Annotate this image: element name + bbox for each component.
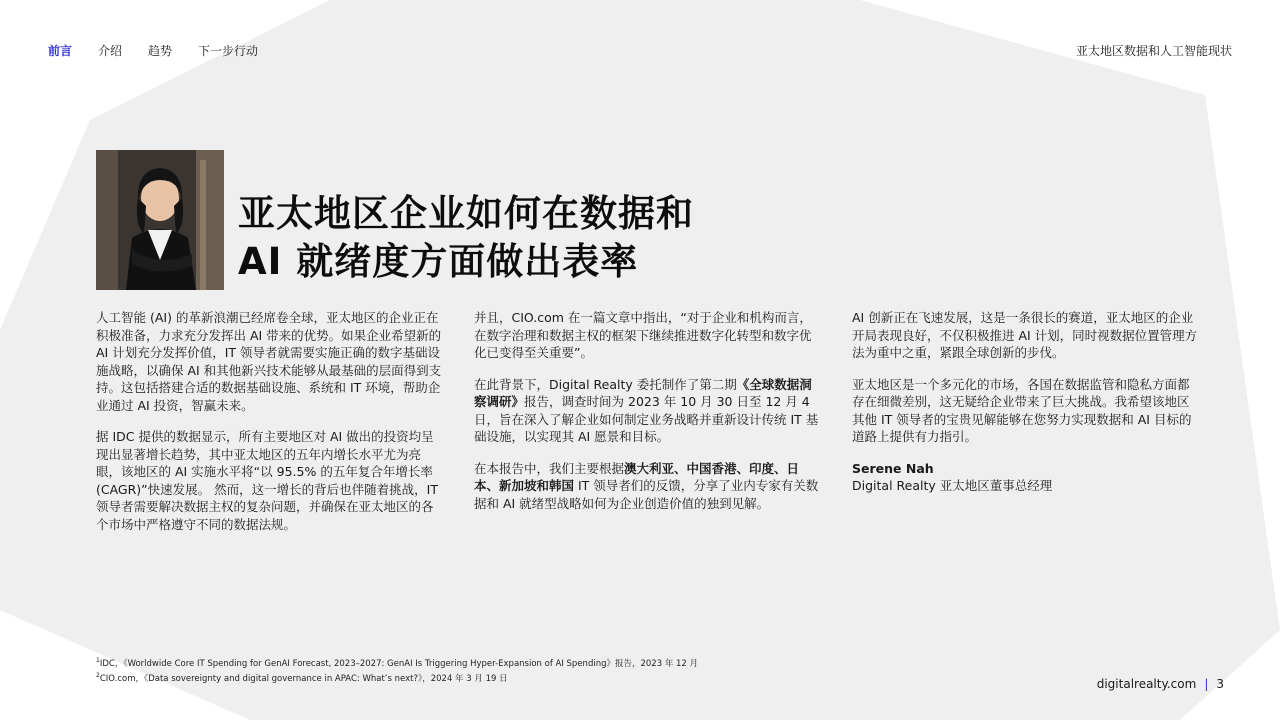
paragraph: 人工智能 (AI) 的革新浪潮已经席卷全球，亚太地区的企业正在积极准备，力求充分发挥出 AI 带来的优势。如果企业希望新的 AI 计划充分发挥价值，IT 领导者就需要实施正确的数字基础设施战略，以确保 AI 和其他新兴技术能够从最基础的层面得到支持。这包括搭建合适的数据基础设施、系统和 IT 环境，帮助企业通过 AI 投资，智赢未来。	[96, 310, 442, 413]
footnote-2	[96, 670, 698, 685]
text-run: IT 领导者们的反馈，分享了业内专家有关数据和 AI 就绪型战略如何为企业创造价值的独到见解。	[474, 478, 819, 511]
paragraph: 据 IDC 提供的数据显示，所有主要地区对 AI 做出的投资均呈现出显著增长趋势，其中亚太地区的五年内增长水平尤为亮眼，该地区的 AI 实施水平将“以 95.5% 的五年复合年增长率 (CAGR)”快速发展。 然而，这一增长的背后也伴随着挑战，IT 领导者需要解决数据主权的复杂问题，并确保在亚太地区的各个市场中严格遵守不同的数据法规。	[96, 429, 438, 532]
footer-separator: |	[1204, 677, 1209, 691]
portrait-photo	[96, 150, 224, 290]
website-link[interactable]: digitalrealty.com	[1096, 677, 1197, 691]
nav-item-preface[interactable]: 前言	[48, 44, 73, 58]
page-title-line1: 亚太地区企业如何在数据和	[238, 192, 694, 235]
nav-item-next-steps[interactable]: 下一步行动	[198, 44, 259, 58]
text-run: 在本报告中，我们主要根据	[474, 460, 625, 476]
report-name: 《全球数据洞察调研》	[474, 376, 812, 409]
paragraph: 亚太地区是一个多元化的市场，各国在数据监管和隐私方面都存在细微差别，这无疑给企业带来了巨大挑战。我希望该地区其他 IT 领导者的宝贵见解能够在您努力实现数据和 AI 目标的道路上提供有力指引。	[852, 376, 1192, 444]
paragraph: AI 创新正在飞速发展，这是一条很长的赛道，亚太地区的企业开局表现良好，不仅积极推进 AI 计划，同时视数据位置管理方法为重中之重，紧跟全球创新的步伐。	[852, 310, 1198, 360]
text-column-1	[96, 309, 444, 547]
paragraph	[474, 460, 822, 513]
footnote-number: 2	[96, 671, 100, 679]
footnotes	[96, 655, 698, 685]
signature-name: Serene Nah	[852, 460, 934, 476]
footnote-number: 1	[96, 657, 100, 664]
page-number: 3	[1216, 677, 1224, 691]
paragraph	[474, 376, 822, 446]
text-column-2	[474, 309, 822, 526]
signature-title: Digital Realty 亚太地区董事总经理	[852, 478, 1053, 493]
footnote-text: CIO.com，《Data sovereignty and digital governance in APAC: What’s next?》，2024 年 3 月 19 日	[99, 673, 508, 684]
document-title: 亚太地区数据和人工智能现状	[1075, 44, 1232, 58]
nav-item-intro[interactable]: 介绍	[98, 44, 123, 58]
footnote-text: IDC，《Worldwide Core IT Spending for GenAI Forecast, 2023–2027: GenAI Is Triggering Hyper-Expansion of AI Spending》报告，2023 年 12 月	[99, 658, 699, 669]
text-run: 在此背景下，Digital Realty 委托制作了第二期	[474, 376, 737, 392]
page-title	[238, 190, 694, 286]
footnote-1	[96, 655, 698, 670]
nav-item-trends[interactable]: 趋势	[148, 44, 173, 58]
text-column-3	[852, 309, 1200, 509]
page-footer	[1097, 677, 1224, 691]
paragraph: 并且，CIO.com 在一篇文章中指出，“对于企业和机构而言，在数字治理和数据主权的框架下继续推进数字化转型和数字优化已变得至关重要”。	[474, 310, 812, 360]
text-run: 报告，调查时间为 2023 年 10 月 30 日至 12 月 4 日，旨在深入了解企业如何制定业务战略并重新设计传统 IT 基础设施，以实现其 AI 愿景和目标。	[474, 394, 819, 444]
page-title-line2: AI 就绪度方面做出表率	[238, 240, 639, 283]
signature	[852, 460, 1200, 495]
country-list: 澳大利亚、中国香港、印度、日本、新加坡和韩国	[474, 460, 800, 493]
top-nav	[48, 42, 284, 59]
